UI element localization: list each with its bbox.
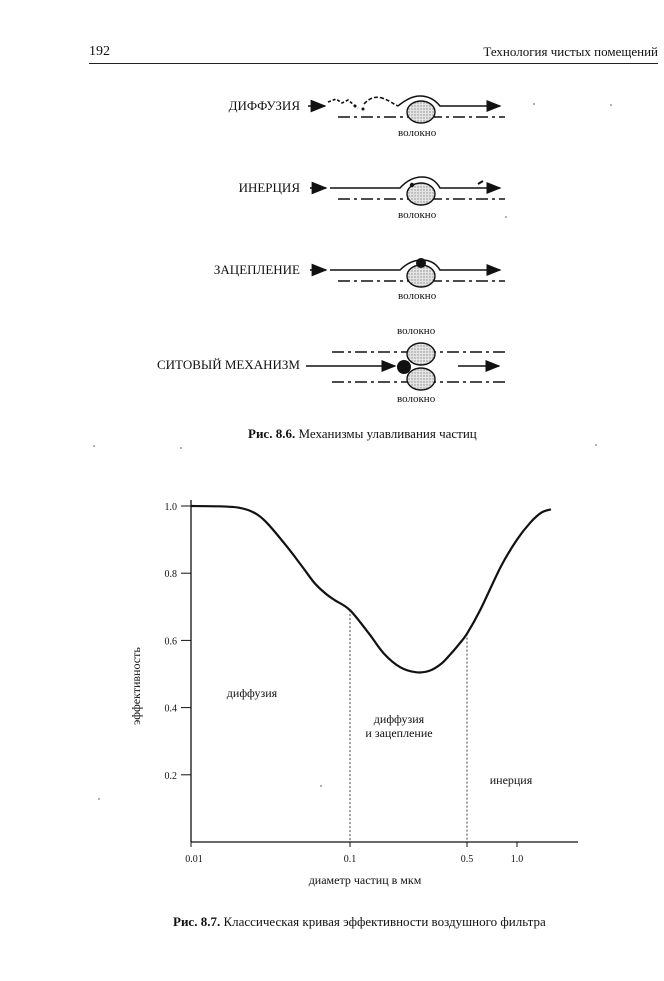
mechanism-label-inertia: ИНЕРЦИЯ	[238, 180, 300, 195]
inertia-diagram	[310, 177, 505, 205]
caption-prefix: Рис. 8.6.	[248, 426, 296, 441]
y-axis-label: эффективность	[129, 647, 143, 725]
running-title: Технология чистых помещений	[483, 44, 658, 59]
x-tick-label: 0.5	[460, 854, 474, 865]
x-tick-label: 1.0	[510, 854, 524, 865]
scan-speck	[595, 444, 597, 446]
y-tick-label: 0.2	[164, 770, 177, 782]
x-tick-label: 0.1	[343, 854, 357, 865]
fiber-label: волокно	[398, 209, 437, 221]
region-label: инерция	[489, 773, 533, 787]
figure-8-6-caption	[248, 426, 477, 442]
scan-speck	[98, 798, 100, 800]
chart-axes	[181, 500, 578, 847]
scan-speck	[320, 785, 322, 787]
mechanism-label-sieving: СИТОВЫЙ МЕХАНИЗМ	[157, 357, 300, 372]
efficiency-chart	[0, 490, 664, 900]
caption-prefix: Рис. 8.7.	[173, 914, 221, 929]
fiber-label-bottom: волокно	[397, 393, 436, 405]
region-label: диффузия	[226, 686, 278, 700]
y-tick-label: 0.6	[164, 636, 177, 648]
y-tick-label: 0.8	[164, 569, 177, 581]
x-tick-label: 0.01	[185, 854, 203, 865]
fiber-label-top: волокно	[397, 325, 436, 337]
mechanisms-diagram	[0, 0, 664, 420]
fiber-label: волокно	[398, 290, 437, 302]
caption-text: Классическая кривая эффективности воздушного фильтра	[223, 914, 546, 929]
region-label: и зацепление	[365, 726, 433, 740]
caption-text: Механизмы улавливания частиц	[298, 426, 477, 441]
page-number: 192	[89, 44, 110, 59]
diffusion-diagram	[308, 96, 505, 123]
mechanism-label-diffusion: ДИФФУЗИЯ	[228, 98, 300, 113]
region-label: диффузия	[373, 712, 425, 726]
mechanism-label-interception: ЗАЦЕПЛЕНИЕ	[213, 262, 300, 277]
y-tick-label: 0.4	[164, 703, 177, 715]
figure-8-7-caption	[173, 914, 546, 930]
y-tick-label: 1.0	[164, 502, 177, 513]
efficiency-line	[191, 506, 551, 672]
region-labels	[227, 686, 533, 787]
scan-speck	[533, 103, 535, 105]
x-axis-label: диаметр частиц в мкм	[308, 873, 422, 887]
fiber-label: волокно	[398, 127, 437, 139]
sieving-diagram	[306, 343, 505, 390]
tick-labels	[165, 502, 524, 865]
scan-speck	[610, 104, 612, 106]
efficiency-curve	[191, 506, 551, 672]
interception-diagram	[310, 258, 505, 287]
scan-speck	[180, 447, 182, 449]
scan-speck	[505, 216, 507, 218]
scan-speck	[93, 445, 95, 447]
